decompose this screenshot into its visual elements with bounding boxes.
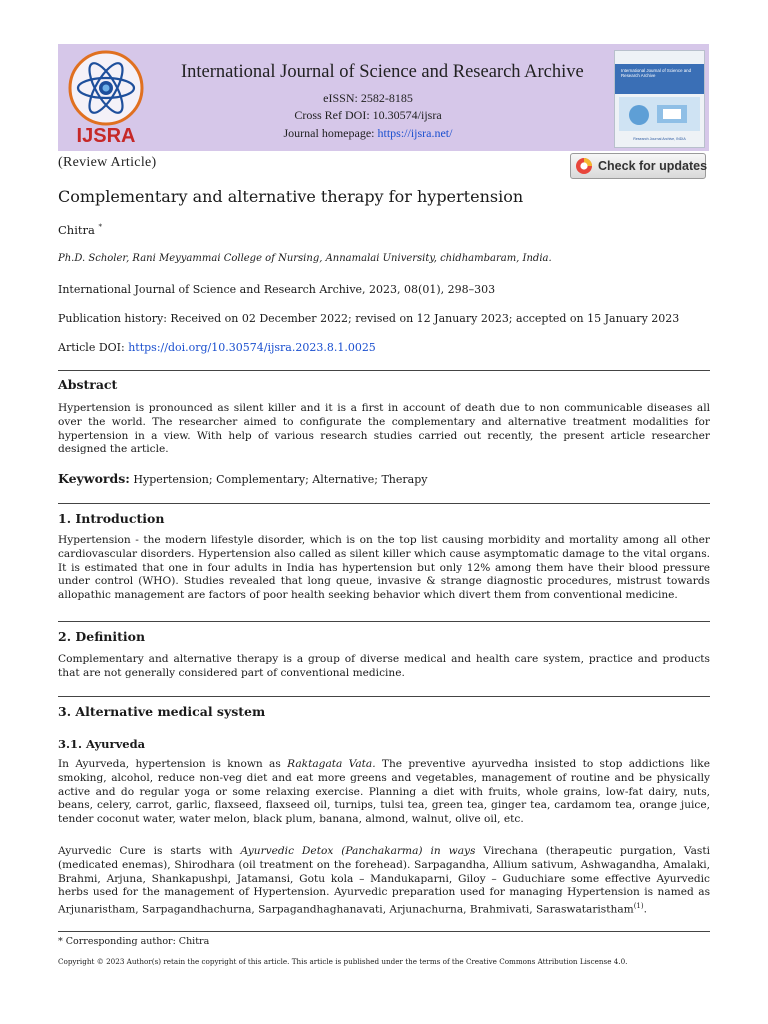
divider [58, 370, 710, 371]
corresponding-mark: * [98, 223, 103, 232]
doi-label: Article DOI: [58, 341, 129, 354]
article-type: (Review Article) [58, 155, 157, 170]
homepage-label: Journal homepage: [283, 126, 378, 140]
journal-title: International Journal of Science and Research Archive [181, 62, 584, 82]
check-updates-icon [575, 157, 593, 175]
citation: International Journal of Science and Research Archive, 2023, 08(01), 298–303 [58, 283, 496, 296]
keywords-text: Hypertension; Complementary; Alternative; Therapy [129, 473, 428, 486]
definition-heading: 2. Definition [58, 629, 146, 644]
crossref-doi: Cross Ref DOI: 10.30574/ijsra [294, 108, 442, 122]
ijsra-logo [66, 48, 146, 146]
divider [58, 696, 710, 697]
cover-title: International Journal of Science and Research Archive [621, 68, 692, 79]
footnote-divider [58, 931, 710, 932]
cover-image [619, 97, 700, 131]
journal-homepage [218, 126, 518, 141]
abstract-text: Hypertension is pronounced as silent killer and it is a first in account of death due to non communicable diseases all over the world. The researcher aimed to configurate the complementary and alternative treatment modalities for hypertension in a view. With help of various research studies carried out recently, the present article researcher designed the article. [58, 402, 710, 456]
journal-header [58, 44, 709, 151]
author-name: Chitra [58, 223, 95, 237]
definition-text: Complementary and alternative therapy is a group of diverse medical and health care system, practice and products that are not generally considered part of conventional medicine. [58, 653, 710, 679]
reference-1[interactable]: (1) [633, 902, 644, 911]
copyright-notice: Copyright © 2023 Author(s) retain the copyright of this article. This article is published under the terms of the Creative Commons Attribution Liscense 4.0. [58, 957, 628, 966]
homepage-link[interactable]: https://ijsra.net/ [377, 126, 453, 140]
abstract-heading: Abstract [58, 377, 118, 392]
ayurveda-paragraph-2: Ayurvedic Cure is starts with Ayurvedic Detox (Panchakarma) in ways Virechana (therapeutic purgation, Vasti (medicated enemas), Shirodhara (oil treatment on the forehead). Sarpagandha, Allium sativum, Ashwagandha, Amalaki, Brahmi, Arjuna, Shankapushpi, Jatamansi, Gotu kola – Mandukaparni, Giloy – Guduchiare some effective Ayurvedic herbs used for the management of Hypertension. Ayurvedic preparation used for managing Hypertension is named as Arjunaristham, Sarpagandhachurna, Sarpagandhaghanavati, Arjunachurna, Brahmivati, Saraswataristham$^{(1)}$. [58, 845, 710, 916]
affiliation: Ph.D. Scholer, Rani Meyyammai College of Nursing, Annamalai University, chidhambaram, India. [58, 253, 552, 264]
check-for-updates-button[interactable] [570, 153, 706, 179]
raktagata-vata: Raktagata Vata. [287, 758, 376, 770]
introduction-heading: 1. Introduction [58, 511, 165, 526]
divider [58, 621, 710, 622]
logo-text: IJSRA [76, 125, 136, 146]
article-doi [58, 341, 376, 354]
corresponding-author-note: * Corresponding author: Chitra [58, 936, 210, 947]
keywords-label: Keywords: [58, 471, 130, 486]
doi-link[interactable]: https://doi.org/10.30574/ijsra.2023.8.1.0025 [128, 341, 376, 354]
ayurvedic-detox: Ayurvedic Detox (Panchakarma) in ways [240, 845, 476, 857]
author [58, 223, 102, 237]
article-title: Complementary and alternative therapy for hypertension [58, 187, 524, 206]
alternative-medical-system-heading: 3. Alternative medical system [58, 704, 266, 719]
introduction-text: Hypertension - the modern lifestyle disorder, which is on the top list causing morbidity and mortality among all other cardiovascular disorders. Hypertension also called as silent killer which cause asymptomatic damage to the vital organs. It is estimated that one in four adults in India has hypertension but only 12% among them have their blood pressure under control (WHO). Studies revealed that long queue, invasive & strange diagnostic procedures, mistrust towards allopathic management are factors of poor health seeking behavior which divert them from conventional medicine. [58, 534, 710, 602]
cover-footer: Research Journal Archive, INDIA [633, 137, 686, 141]
ayurveda-paragraph-1: In Ayurveda, hypertension is known as Raktagata Vata. The preventive ayurvedha insisted to stop addictions like smoking, alcohol, reduce non-veg diet and eat more greens and vegetables, management of routine and be physically active and do regular yoga or some relaxing exercise. Planning a diet with fruits, whole grains, low-fat dairy, nuts, beans, celery, carrot, garlic, flaxseed, flaxseed oil, turnips, tulsi tea, green tea, ginger tea, cardamom tea, orange juice, tender coconut water, water melon, black plum, banana, almond, walnut, olive oil, etc. [58, 758, 710, 826]
eissn: eISSN: 2582-8185 [323, 91, 413, 105]
divider [58, 503, 710, 504]
journal-cover[interactable] [614, 50, 705, 148]
publication-history: Publication history: Received on 02 December 2022; revised on 12 January 2023; accepted on 15 January 2023 [58, 312, 680, 325]
keywords [58, 471, 427, 486]
check-for-updates-label: Check for updates [598, 159, 708, 173]
ayurveda-heading: 3.1. Ayurveda [58, 737, 146, 751]
